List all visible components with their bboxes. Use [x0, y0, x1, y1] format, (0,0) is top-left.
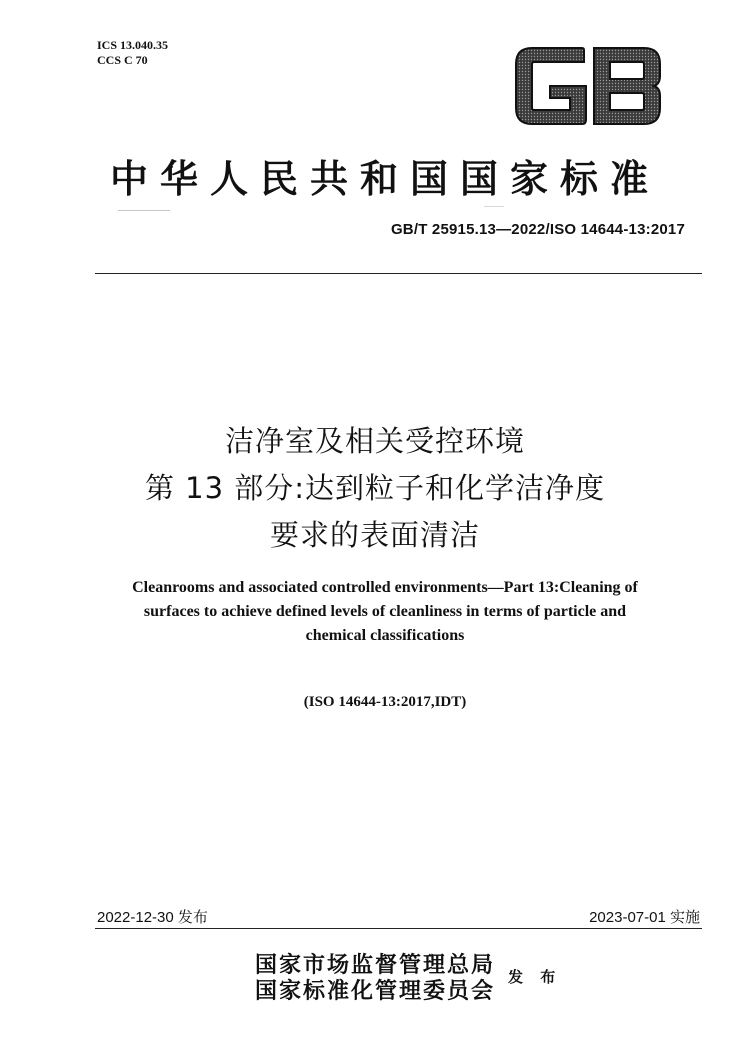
- implementation-date: 2023-07-01 实施: [589, 909, 700, 926]
- standard-type-title: 中华人民共和国国家标准: [109, 156, 660, 201]
- issuing-authorities: [255, 952, 495, 1004]
- top-divider: [95, 273, 702, 274]
- chinese-title-line: 要求的表面清洁: [269, 518, 480, 552]
- bottom-divider: [95, 928, 702, 929]
- gb-logo-graphic: [512, 46, 664, 126]
- issue-word: 发 布: [508, 968, 562, 986]
- english-title-line: surfaces to achieve defined levels of cleanliness in terms of particle and: [143, 603, 627, 620]
- equivalence-statement: (ISO 14644-13:2017,IDT): [303, 694, 467, 710]
- decorative-mark: [118, 210, 170, 211]
- ccs-code: CCS C 70: [97, 53, 148, 67]
- english-title-line: chemical classifications: [305, 627, 465, 644]
- chinese-title-line: 洁净室及相关受控环境: [224, 424, 525, 458]
- chinese-title-line: 第 13 部分:达到粒子和化学洁净度: [144, 471, 606, 505]
- decorative-mark: [484, 206, 504, 207]
- issuer-name: 国家市场监督管理总局: [255, 952, 496, 978]
- gb-logo: [512, 46, 664, 126]
- english-title: [100, 576, 670, 648]
- ics-code: ICS 13.040.35: [97, 38, 169, 52]
- issue-date: 2022-12-30 发布: [97, 909, 208, 926]
- english-title-line: Cleanrooms and associated controlled environments—Part 13:Cleaning of: [132, 579, 638, 596]
- issuer-name: 国家标准化管理委员会: [255, 978, 496, 1004]
- standard-number: GB/T 25915.13—2022/ISO 14644-13:2017: [390, 221, 685, 238]
- classification-codes: [97, 38, 168, 68]
- chinese-title: [40, 418, 710, 559]
